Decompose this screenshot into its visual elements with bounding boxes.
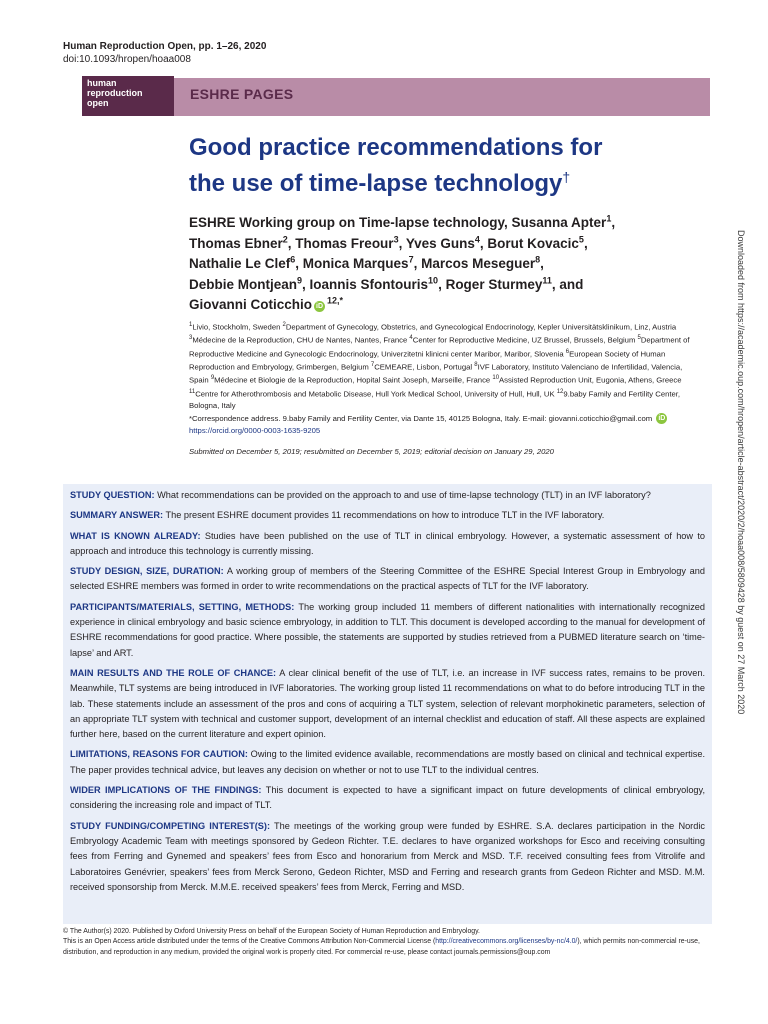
section-label: ESHRE PAGES (190, 86, 294, 102)
abstract-text: The meetings of the working group were funded by ESHRE. S.A. declares participation in the Nordic Embryology Academic Team with meetings sponsored by Gedeon Richter. T.E. declares to have organized workshops for Esco and receiving consulting fees from Ferring and Gynemed and speakers’ fees from Esco and honorarium from Merck and MSD. T.F. received consulting fees from Vitrolife and Laboratoires Genévrier, speakers’ fees from Merck Serono, Gedeon Richter, MSD and Ferring and research grants from Gedeon Richter and MSD. M.M. received sponsorship from Merck. M.M.E. received speakers’ fees from Merck, Ferring and MSD. (70, 820, 705, 892)
submission-dates: Submitted on December 5, 2019; resubmitted on December 5, 2019; editorial decision on January 29, 2020 (189, 447, 554, 456)
affil-number: 2 (282, 322, 286, 328)
abstract-heading: MAIN RESULTS AND THE ROLE OF CHANCE: (70, 667, 277, 678)
abstract-text: Studies have been published on the use of TLT in clinical embryology. However, a systematic assessment of how to approach and introduce this technology is currently missing. (70, 530, 705, 556)
abstract-text: What recommendations can be provided on the approach to and use of time-lapse technology (TLT) in an IVF laboratory? (157, 490, 651, 500)
affil-number: 10 (492, 375, 500, 382)
abstract-paragraph (70, 529, 705, 560)
affiliation: European Society of Human Reproduction and Embryology, Grimbergen, Belgium (189, 349, 666, 372)
affil-number: 7 (370, 362, 375, 369)
license-link[interactable]: http://creativecommons.org/licenses/by-nc/4.0/ (435, 938, 578, 946)
orcid-icon: iD (658, 415, 666, 422)
affiliations (189, 320, 701, 412)
abstract-paragraph (70, 819, 705, 895)
author: , Thomas Freour (287, 235, 394, 251)
affil-ref[interactable]: 7 (408, 254, 414, 265)
author: , Yves Guns (398, 235, 475, 251)
title-line-1: Good practice recommendations for (189, 134, 603, 161)
structured-abstract (63, 484, 712, 924)
affiliation: Department of Gynecology, Obstetrics, and Gynecological Endocrinology, Kepler Universitätsklinikum, Linz, Austria (285, 322, 677, 332)
affiliation: CEMEARE, Lisbon, Portugal (374, 362, 473, 372)
correspondence-text: *Correspondence address. 9.baby Family and Fertility Center, via Dante 15, 40125 Bologna, Italy. E-mail: giovanni.coticchio@gmail.com (189, 414, 653, 423)
license-text: ), which permits non-commercial re-use, distribution, and reproduction in any medium, provided the original work is properly cited. For commercial re-use, please contact journals.permissions@oup.com (63, 938, 700, 956)
author: Nathalie Le Clef (189, 256, 291, 271)
affil-ref[interactable]: 8 (535, 254, 541, 265)
affil-number: 11 (189, 388, 196, 395)
copyright-line: © The Author(s) 2020. Published by Oxford University Press on behalf of the European Society of Human Reproduction and Embryology. (63, 928, 480, 935)
license-footer (63, 927, 712, 958)
abstract-heading: PARTICIPANTS/MATERIALS, SETTING, METHODS: (70, 601, 295, 612)
abstract-text: The present ESHRE document provides 11 recommendations on how to introduce TLT in the IVF laboratory. (165, 510, 605, 521)
abstract-text: Owing to the limited evidence available, recommendations are mostly based on clinical and technical expertise. The paper provides technical advice, but leaves any decision on whether or not to use TLT to the individual centres. (70, 749, 706, 775)
article-title (189, 130, 669, 202)
abstract-heading: STUDY DESIGN, SIZE, DURATION: (70, 566, 224, 577)
abstract-heading: WIDER IMPLICATIONS OF THE FINDINGS: (70, 785, 262, 796)
abstract-paragraph (70, 600, 705, 661)
abstract-paragraph (70, 747, 705, 778)
affil-ref[interactable]: 1 (606, 213, 612, 224)
affiliation: Department of Reproductive Medicine and Gynecologic Endocrinology, Univerzitetni klinicni center Maribor, Maribor, Slovenia (189, 335, 690, 359)
author: , Roger Sturmey (438, 276, 543, 292)
abstract-heading: WHAT IS KNOWN ALREADY: (70, 530, 201, 541)
author: , Borut Kovacic (479, 235, 579, 251)
affiliation: IVF Laboratory, Instituto Valenciano de Infertilidad, Valencia, Spain (189, 362, 683, 385)
logo-line: reproduction (87, 88, 143, 98)
abstract-heading: LIMITATIONS, REASONS FOR CAUTION: (70, 749, 248, 760)
abstract-paragraph (70, 666, 705, 742)
affil-number: 4 (409, 335, 413, 342)
doi[interactable]: doi:10.1093/hropen/hoaa008 (63, 54, 191, 65)
author: , Marcos Meseguer (413, 256, 536, 271)
orcid-icon[interactable]: iD (316, 303, 324, 310)
license-text: This is an Open Access article distributed under the terms of the Creative Commons Attribution Non-Commercial License ( (63, 938, 436, 946)
title-line-2: the use of time-lapse technology (189, 170, 563, 197)
affil-number: 1 (189, 322, 193, 328)
orcid-link[interactable]: https://orcid.org/0000-0003-1635-9205 (189, 425, 321, 435)
abstract-text: A working group of members of the Steering Committee of the ESHRE Special Interest Group in Embryology and selected ESHRE members was formed in order to write recommendations on the practical aspects of TLT for the IVF laboratory. (70, 566, 706, 592)
logo-line: open (87, 98, 109, 108)
section-banner (82, 78, 710, 116)
journal-logo (82, 76, 174, 116)
affiliation: 9.baby Family and Fertility Center, Bologna, Italy (189, 389, 681, 411)
abstract-paragraph (70, 783, 705, 814)
author-list (189, 213, 689, 316)
affil-number: 6 (565, 348, 570, 355)
affil-number: 8 (474, 362, 478, 369)
author: , Ioannis Sfontouris (302, 276, 429, 292)
abstract-text: A clear clinical benefit of the use of TLT, i.e. an increase in IVF success rates, remains to be proven. Meanwhile, TLT systems are being introduced in IVF laboratories. The working group listed 11 recommendations on what to do before introducing TLT in the lab. These statements include an assessment of the pros and cons of acquiring a TLT system, selection of relevant morphokinetic parameters, selection of an appropriate TLT system with technical and customer support, development of an internal checklist and education of staff. All these aspects are explained further here, based on the current literature and expert opinion. (70, 667, 705, 740)
affiliation: Assisted Reproduction Unit, Eugonia, Athens, Greece (499, 376, 682, 385)
affil-ref[interactable]: 4 (474, 234, 480, 244)
abstract-text: This document is expected to have a significant impact on future developments of clinical embryology, considering the increasing role and impact of TLT. (70, 785, 705, 811)
journal-header (63, 40, 266, 66)
license-line (63, 937, 712, 958)
affil-number: 9 (210, 375, 215, 382)
affiliation: Médecine et Biologie de la Reproduction, Hopital Saint Joseph, Marseille, France (214, 376, 491, 385)
affil-ref[interactable]: 10 (428, 275, 439, 285)
affil-ref[interactable]: 11 (542, 275, 552, 285)
affil-ref[interactable]: 12,* (327, 295, 344, 306)
author: Thomas Ebner (189, 235, 283, 251)
affil-number: 3 (189, 335, 193, 342)
affil-number: 12 (556, 388, 564, 395)
affil-ref[interactable]: 3 (393, 234, 399, 244)
separator: , (611, 215, 616, 230)
author: Debbie Montjean (189, 276, 298, 292)
affil-ref[interactable]: 9 (297, 275, 303, 285)
affiliation: Livio, Stockholm, Sweden (192, 322, 281, 332)
abstract-heading: STUDY FUNDING/COMPETING INTEREST(S): (70, 820, 271, 831)
author: , Monica Marques (295, 256, 409, 271)
author: ESHRE Working group on Time-lapse technology, Susanna Apter (189, 215, 607, 230)
abstract-heading: SUMMARY ANSWER: (70, 510, 164, 521)
author: Giovanni Coticchio (189, 297, 313, 312)
abstract-paragraph (70, 508, 705, 523)
separator: , and (551, 276, 584, 292)
affil-ref[interactable]: 6 (290, 254, 296, 265)
affiliation: Center for Reproductive Medicine, UZ Brussel, Brussels, Belgium (412, 335, 636, 345)
affiliation: Médecine de la Reproduction, CHU de Nantes, Nantes, France (192, 335, 408, 345)
affil-ref[interactable]: 5 (578, 234, 584, 244)
journal-citation: Human Reproduction Open, pp. 1–26, 2020 (63, 41, 267, 52)
affil-number: 5 (637, 335, 641, 342)
title-footnote-mark[interactable]: † (562, 169, 571, 185)
separator: , (583, 235, 588, 251)
download-watermark: Downloaded from https://academic.oup.com/hropen/article-abstract/2020/2/hoaa008/5809428 by guest on 27 March 2020 (736, 230, 746, 715)
abstract-paragraph (70, 488, 705, 503)
separator: , (540, 256, 544, 271)
abstract-paragraph (70, 564, 705, 595)
affiliation: Centre for Atherothrombosis and Metabolic Disease, Hull York Medical School, University of Hull, Hull, UK (195, 389, 555, 399)
logo-line: human (87, 78, 117, 88)
correspondence (189, 413, 701, 437)
abstract-heading: STUDY QUESTION: (70, 490, 155, 500)
abstract-text: The working group included 11 members of different nationalities with internationally recognized experience in clinical embryology and basic science embryology, in addition to TLT. This document is developed according to the manual for development of ESHRE recommendations for good practice. Where possible, the statements are supported by studies retrieved from a PUBMED literature search on ‘time-lapse’ and ART. (70, 601, 706, 658)
affil-ref[interactable]: 2 (282, 234, 288, 244)
